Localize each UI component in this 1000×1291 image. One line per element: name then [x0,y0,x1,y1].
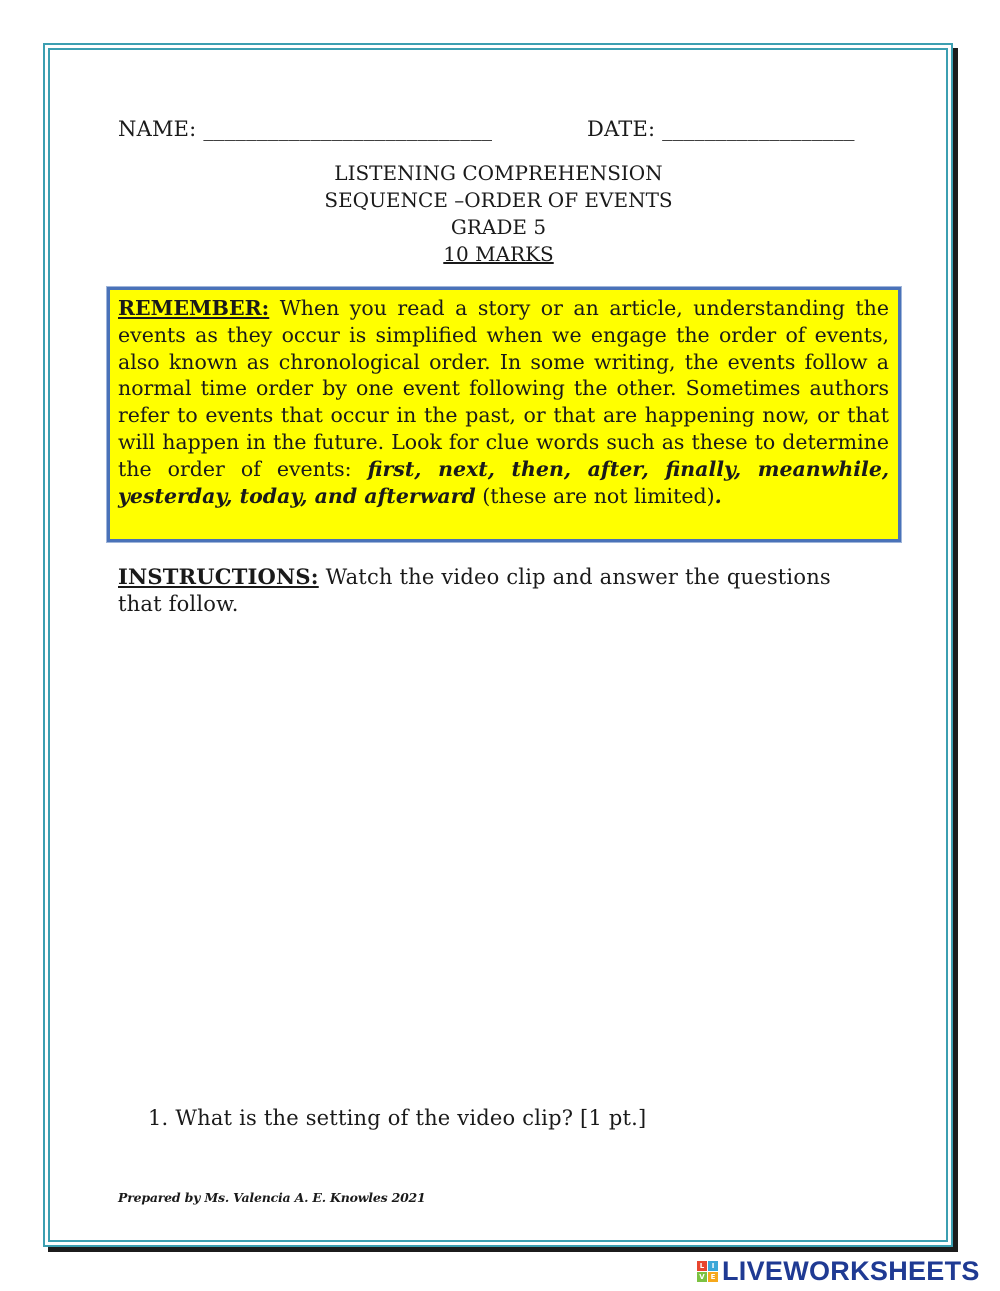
liveworksheets-brand[interactable] [697,1256,980,1286]
liveworksheets-logo-icon [697,1261,718,1282]
title-line-2: SEQUENCE –ORDER OF EVENTS [324,188,673,212]
remember-end-mark: . [714,483,722,508]
title-line-1: LISTENING COMPREHENSION [334,161,663,185]
liveworksheets-wordmark: LIVEWORKSHEETS [722,1255,980,1286]
date-field: DATE: __________________ [587,117,855,141]
question-number: 1. [148,1106,169,1130]
instructions-text: Watch the video clip and answer the questions that follow. [118,565,831,616]
logo-tile-i: I [708,1261,718,1271]
remember-after-text: (these are not limited) [475,483,715,508]
remember-label: REMEMBER: [118,296,270,320]
logo-tile-l: L [697,1261,707,1271]
question-1 [148,1106,646,1130]
marks-label: 10 MARKS [443,242,554,266]
clue-words: first, next, then, after, finally, meanwhile, yesterday, today, and afterward [118,456,890,508]
name-field: NAME: ___________________________ [118,117,493,141]
instructions [118,563,878,618]
title-line-3: GRADE 5 [450,215,547,239]
remember-box [107,287,901,542]
instructions-label: INSTRUCTIONS: [118,564,319,589]
prepared-by-signature: Prepared by Ms. Valencia A. E. Knowles 2021 [118,1190,426,1205]
remember-text: When you read a story or an article, understanding the events as they occur is simplified when we engage the order of events, also known as chronological order. In some writing, the events follow a normal time order by one event following the other. Sometimes authors refer to events that occur in the past, or that are happening now, or that will happen in the future. Look for clue words such as these to determine the order of events: [118,296,889,481]
question-text: What is the setting of the video clip? [1 pt.] [175,1106,647,1130]
logo-tile-v: V [697,1272,707,1282]
worksheet-title [0,160,997,268]
logo-tile-e: E [708,1272,718,1282]
